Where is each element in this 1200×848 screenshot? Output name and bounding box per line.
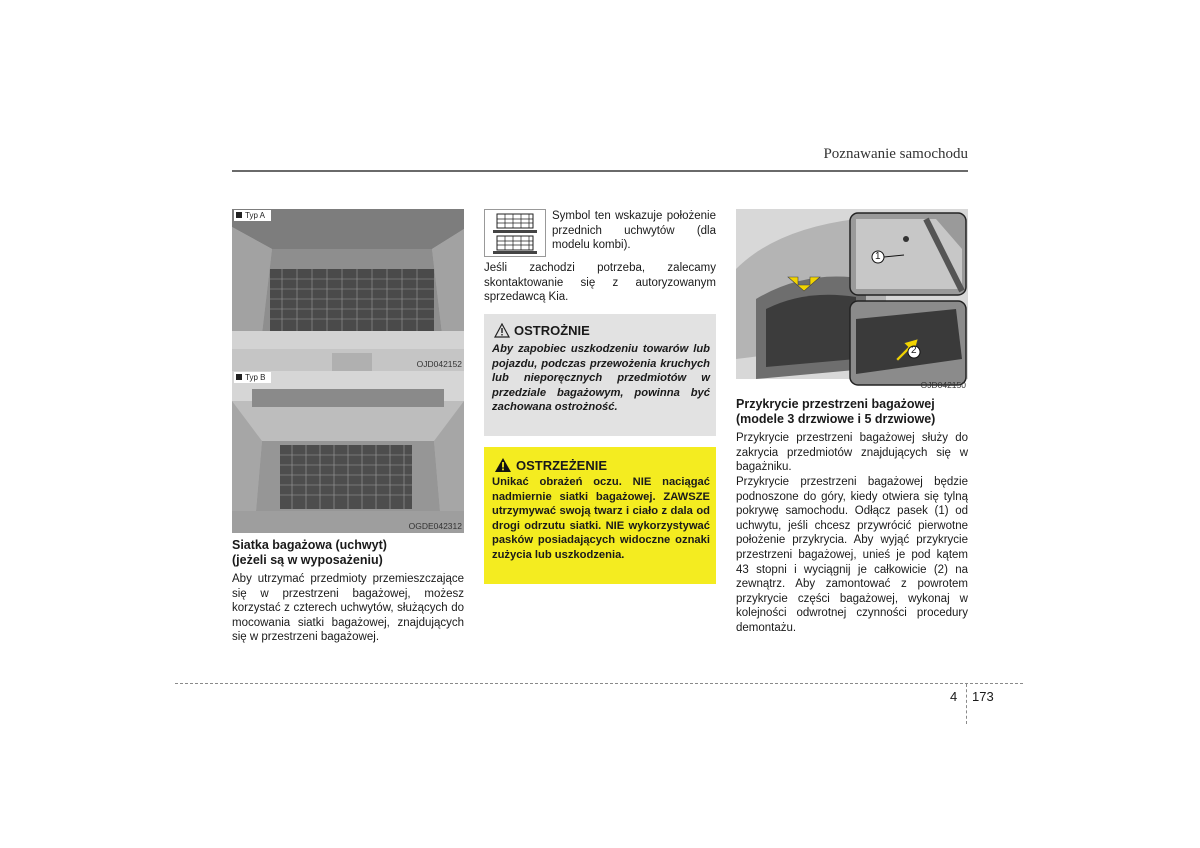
net-section-heading: Siatka bagażowa (uchwyt) (jeżeli są w wyposażeniu) xyxy=(232,538,387,567)
running-header: Poznawanie samochodu xyxy=(823,146,968,162)
caution-body: Aby zapobiec uszkodzeniu towarów lub pojazdu, podczas przewożenia kruchych lub nieporęcznych przedmiotów w przedziale bagażowym, powinna być zachowana ostrożność. xyxy=(492,343,710,414)
trunk-net-illustration-a xyxy=(232,209,464,371)
warning-body: Unikać obrażeń oczu. NIE naciągać nadmiernie siatki bagażowej. ZAWSZE utrzymywać swoją twarz i ciało z dala od drogi odrzutu siatki. NIE wykorzystywać pasków posiadających widoczne oznaki zużycia lub uszkodzenia. xyxy=(492,476,710,561)
cover-section-heading: Przykrycie przestrzeni bagażowej (modele 3 drzwiowe i 5 drzwiowe) xyxy=(736,397,936,426)
type-a-tag: Typ A xyxy=(234,210,271,221)
warning-box xyxy=(484,447,716,584)
symbol-description: Symbol ten wskazuje położenie przednich uchwytów (dla modelu kombi). xyxy=(552,210,716,252)
footer-divider xyxy=(966,684,967,724)
page-number: 173 xyxy=(972,689,994,704)
photo-type-a xyxy=(232,209,464,371)
cargo-cover-illustration xyxy=(736,209,968,391)
warning-title: OSTRZEŻENIE xyxy=(516,458,608,473)
warning-triangle-icon xyxy=(494,457,512,473)
front-hook-symbol-icon xyxy=(484,209,546,257)
figure-code-cover: OJD042150 xyxy=(920,380,966,390)
net-section-body: Aby utrzymać przedmioty przemieszczające się w przestrzeni bagażowej, możesz korzystać z czterech uchwytów, służących do mocowania siatki bagażowej, znajdujących się w przestrzeni bagażowej. xyxy=(232,573,464,644)
chapter-number: 4 xyxy=(950,689,958,704)
caution-box xyxy=(484,314,716,436)
callout-1-label: 1 xyxy=(875,251,881,262)
type-b-tag: Typ B xyxy=(234,372,271,383)
cover-section-para1: Przykrycie przestrzeni bagażowej służy do zakrycia przedmiotów znajdujących się w bagażniku. xyxy=(736,432,968,474)
header-rule xyxy=(232,170,968,172)
figure-code-b: OGDE042312 xyxy=(408,521,462,531)
photo-type-b xyxy=(232,371,464,533)
trunk-net-illustration-b xyxy=(232,371,464,533)
footer-rule xyxy=(175,683,1023,684)
caution-title: OSTROŻNIE xyxy=(514,323,590,338)
callout-2-label: 2 xyxy=(911,345,917,356)
cover-section-para2: Przykrycie przestrzeni bagażowej będzie podnoszone do góry, kiedy otwiera się tylną pokrywę samochodu. Odłącz pasek (1) od uchwytu, jeśli chcesz przywrócić pierwotne położenie przykrycia. Aby wyjąć przykrycie przestrzeni bagażowej, unieś je pod kątem 43 stopni i wyciągnij je całkowicie (2) na zewnątrz. Aby zamontować z powrotem przykrycie części bagażowej, wykonaj w kolejności odwrotnej czynności procedury demontażu. xyxy=(736,476,968,634)
photo-cargo-cover xyxy=(736,209,968,391)
caution-triangle-icon xyxy=(494,323,510,338)
dealer-advice: Jeśli zachodzi potrzeba, zalecamy skontaktowanie się z autoryzowanym sprzedawcą Kia. xyxy=(484,262,716,304)
figure-code-a: OJD042152 xyxy=(416,359,462,369)
